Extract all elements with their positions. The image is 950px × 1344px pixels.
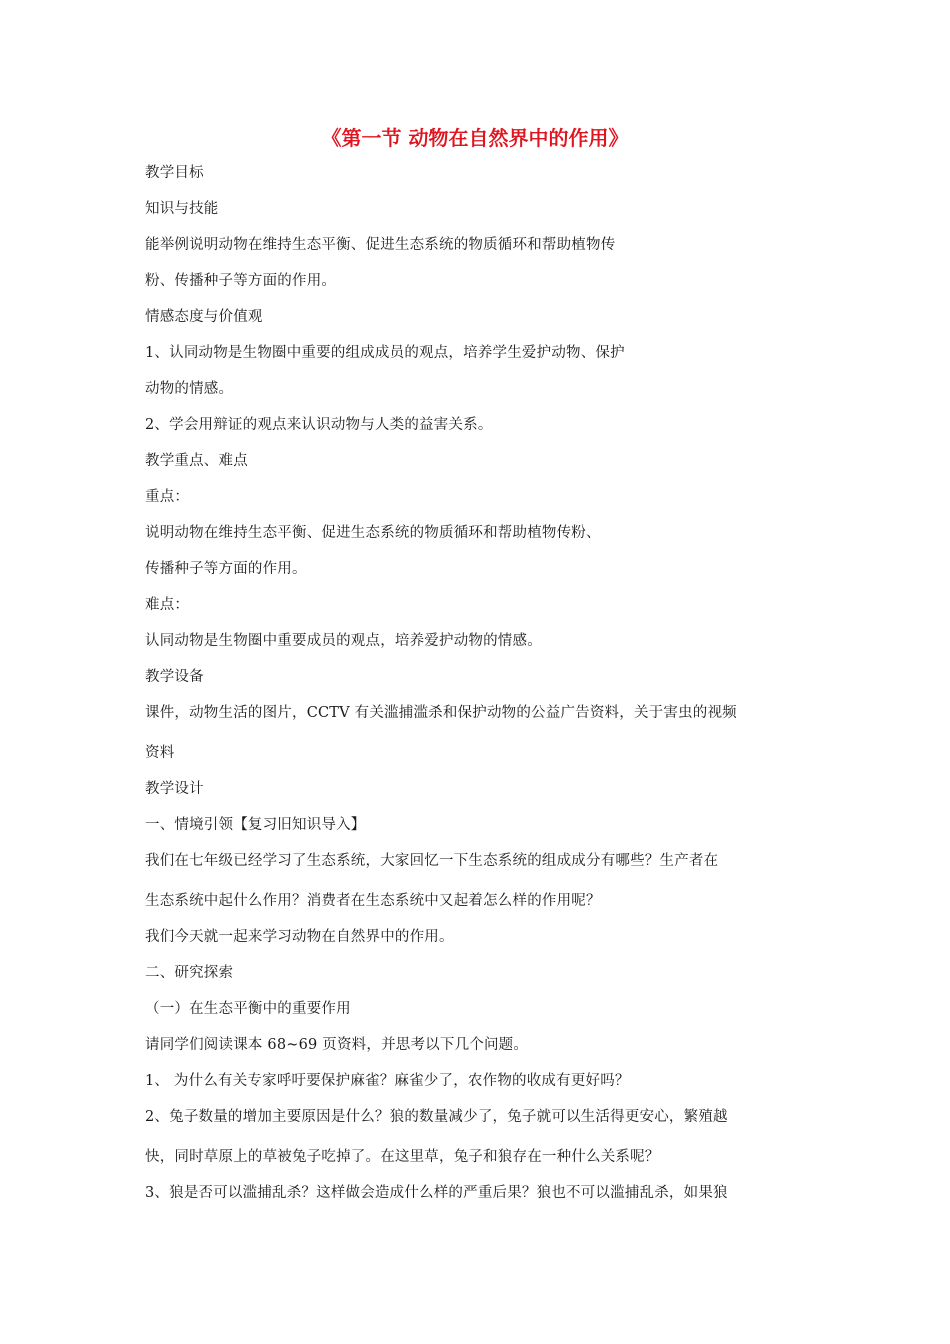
paragraph-line: 我们今天就一起来学习动物在自然界中的作用。 [145, 929, 454, 945]
heading-knowledge-skills: 知识与技能 [145, 201, 219, 217]
heading-teaching-goals: 教学目标 [145, 165, 204, 181]
heading-key-points: 教学重点、难点 [145, 453, 248, 469]
question-line: 2、兔子数量的增加主要原因是什么？狼的数量减少了，兔子就可以生活得更安心，繁殖越 [145, 1109, 728, 1125]
paragraph-line: 生态系统中起什么作用？消费者在生态系统中又起着怎么样的作用呢？ [145, 893, 601, 909]
heading-teaching-equipment: 教学设备 [145, 669, 204, 685]
paragraph-line: 说明动物在维持生态平衡、促进生态系统的物质循环和帮助植物传粉、 [145, 525, 601, 541]
paragraph-line: 资料 [145, 745, 175, 761]
paragraph-line: 2、学会用辩证的观点来认识动物与人类的益害关系。 [145, 417, 493, 433]
heading-teaching-design: 教学设计 [145, 781, 204, 797]
question-line: 1、 为什么有关专家呼吁要保护麻雀？麻雀少了，农作物的收成有更好吗？ [145, 1073, 630, 1089]
paragraph-line: 我们在七年级已经学习了生态系统，大家回忆一下生态系统的组成成分有哪些？生产者在 [145, 853, 719, 869]
label-key-point: 重点： [145, 489, 190, 505]
paragraph-line: 能举例说明动物在维持生态平衡、促进生态系统的物质循环和帮助植物传 [145, 237, 616, 253]
question-line: 快，同时草原上的草被兔子吃掉了。在这里草，兔子和狼存在一种什么关系呢？ [145, 1149, 660, 1165]
paragraph-line: 请同学们阅读课本 68~69 页资料，并思考以下几个问题。 [145, 1037, 529, 1053]
paragraph-line: 传播种子等方面的作用。 [145, 561, 307, 577]
paragraph-line: 认同动物是生物圈中重要成员的观点，培养爱护动物的情感。 [145, 633, 542, 649]
question-line: 3、狼是否可以滥捕乱杀？这样做会造成什么样的严重后果？狼也不可以滥捕乱杀，如果狼 [145, 1185, 728, 1201]
section-heading: 二、研究探索 [145, 965, 234, 981]
label-difficult-point: 难点： [145, 597, 190, 613]
paragraph-line: 动物的情感。 [145, 381, 234, 397]
heading-emotion-values: 情感态度与价值观 [145, 309, 263, 325]
paragraph-line: 粉、传播种子等方面的作用。 [145, 273, 337, 289]
subsection-heading: （一）在生态平衡中的重要作用 [145, 1001, 351, 1017]
paragraph-line: 课件，动物生活的图片，CCTV 有关滥捕滥杀和保护动物的公益广告资料，关于害虫的视频 [145, 705, 737, 721]
document-title: 《第一节 动物在自然界中的作用》 [321, 126, 629, 150]
section-heading: 一、情境引领【复习旧知识导入】 [145, 817, 366, 833]
paragraph-line: 1、认同动物是生物圈中重要的组成成员的观点，培养学生爱护动物、保护 [145, 345, 625, 361]
